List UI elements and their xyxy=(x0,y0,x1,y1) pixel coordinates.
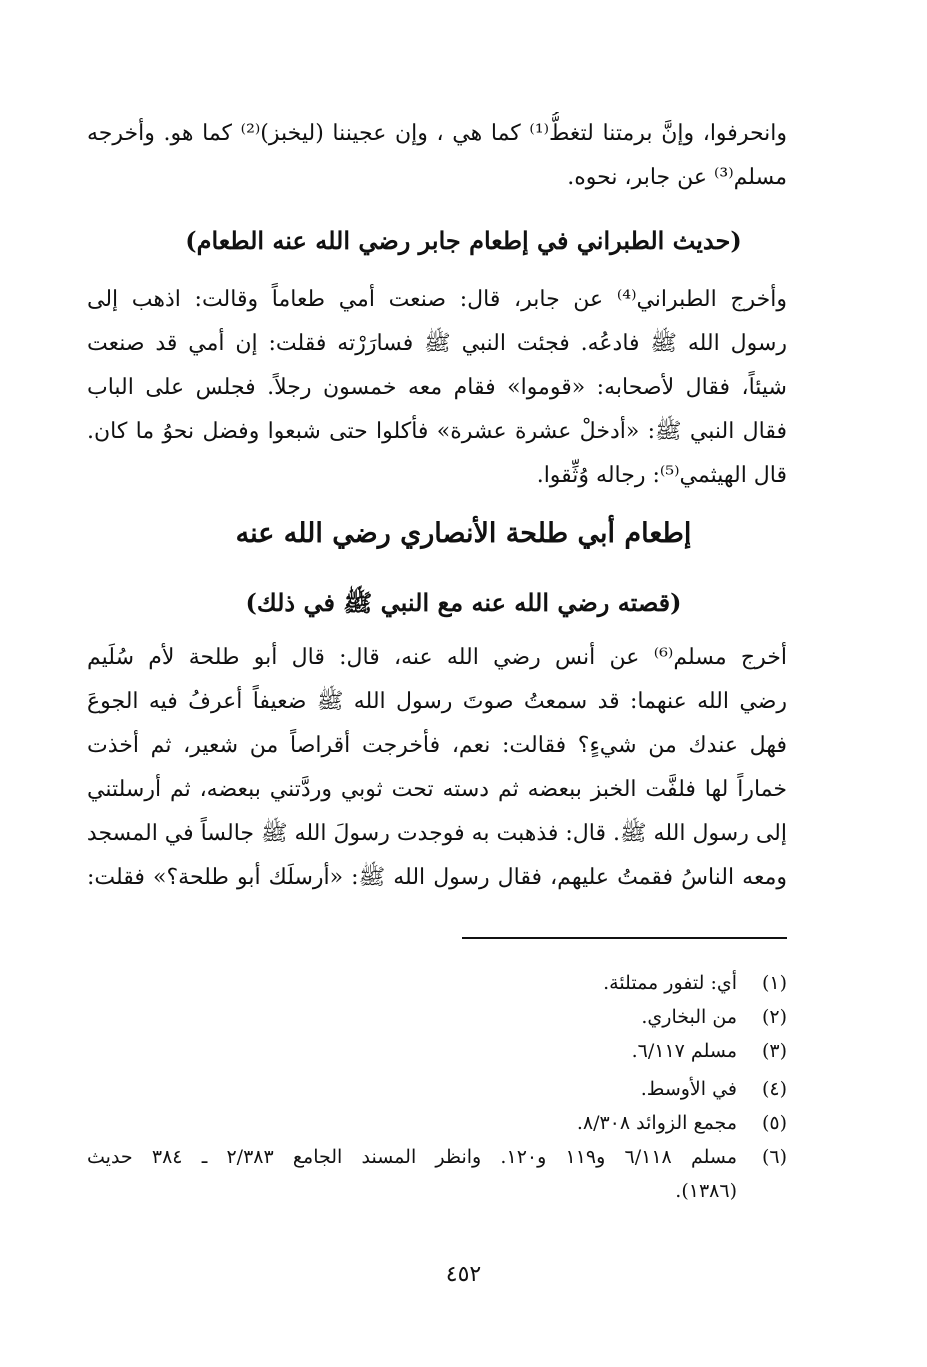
footnote-item xyxy=(87,966,787,1000)
footnote-text: من البخاري. xyxy=(641,1006,737,1028)
text-line: إلى رسول الله ﷺ. قال: فذهبت به فوجدت رسولَ الله ﷺ جالساً في المسجد xyxy=(87,821,787,846)
text-line: قال الهيثمي⁽⁵⁾: رجاله وُثِّقوا. xyxy=(536,463,787,488)
footnote-text: مسلم ٦/١١٧. xyxy=(631,1040,737,1062)
footnote-text: (١٣٨٦). xyxy=(675,1180,737,1202)
text-line: فهل عندك من شيءٍ؟ فقالت: نعم، فأخرجت أقراصاً من شعير، ثم أخذت xyxy=(87,733,787,758)
footnote-text: مجمع الزوائد ٨/٣٠٨. xyxy=(576,1112,737,1134)
text-line: رسول الله ﷺ فادعُه. فجئت النبي ﷺ فسارَرْته فقلت: إن أمي قد صنعت xyxy=(87,331,787,356)
footnote-number: (٢) xyxy=(761,1006,787,1028)
section-subheading: (قصته رضي الله عنه مع النبي ﷺ في ذلك) xyxy=(245,588,682,617)
footnote-item xyxy=(87,1106,787,1140)
page-number: ٤٥٢ xyxy=(445,1262,482,1287)
text-line: وأخرج الطبراني⁽⁴⁾ عن جابر، قال: صنعت أمي طعاماً وقالت: اذهب إلى xyxy=(87,287,787,312)
footnote-divider xyxy=(462,937,787,939)
footnotes xyxy=(87,966,787,1208)
text-line: فقال النبي ﷺ: «أدخلْ عشرة عشرة» فأكلوا حتى شبعوا وفضل نحوُ ما كان. xyxy=(87,419,787,444)
text-line: مسلم⁽³⁾ عن جابر، نحوه. xyxy=(567,165,787,190)
footnote-item xyxy=(87,1072,787,1106)
footnote-number: (٤) xyxy=(761,1078,787,1100)
section-heading: إطعام أبي طلحة الأنصاري رضي الله عنه xyxy=(235,518,692,549)
text-line: شيئاً، فقال لأصحابه: «قوموا» فقام معه خمسون رجلاً. فجلس على الباب xyxy=(87,375,787,400)
text-line: أخرج مسلم⁽⁶⁾ عن أنس رضي الله عنه، قال: قال أبو طلحة لأم سُلَيم xyxy=(87,645,787,670)
text-line: رضي الله عنهما: قد سمعتُ صوتَ رسول الله ﷺ ضعيفاً أعرفُ فيه الجوعَ xyxy=(87,689,787,714)
paragraph-tabarani xyxy=(87,278,787,498)
footnote-number: (٣) xyxy=(761,1040,787,1062)
text-line: ومعه الناسُ فقمتُ عليهم، فقال رسول الله ﷺ: «أرسلَك أبو طلحة؟» فقلت: xyxy=(87,865,787,890)
footnote-text: في الأوسط. xyxy=(640,1078,737,1100)
footnote-number: (٥) xyxy=(761,1112,787,1134)
footnote-text: أي: لتفور ممتلئة. xyxy=(603,972,737,994)
footnote-text: مسلم ٦/١١٨ و١١٩ و١٢٠. وانظر المسند الجامع ٢/٣٨٣ ـ ٣٨٤ حديث xyxy=(87,1146,738,1168)
paragraph-continuation xyxy=(87,112,787,200)
text-line: وانحرفوا، وإنَّ برمتنا لتغطُّ⁽¹⁾ كما هي ، وإن عجيننا (ليخبز)⁽²⁾ كما هو. وأخرجه xyxy=(87,121,787,146)
text-line: خماراً لها فلفَّت الخبز ببعضه ثم دسته تحت ثوبي وردَّتني ببعضه، ثم أرسلتني xyxy=(87,777,787,802)
footnote-number: (١) xyxy=(761,972,787,994)
footnote-number: (٦) xyxy=(761,1146,787,1168)
section-subheading: (حديث الطبراني في إطعام جابر رضي الله عنه الطعام) xyxy=(185,226,742,255)
footnote-continuation xyxy=(87,1174,787,1208)
footnote-item xyxy=(87,1034,787,1068)
footnote-item xyxy=(87,1000,787,1034)
footnote-item xyxy=(87,1140,787,1174)
paragraph-abu-talha xyxy=(87,636,787,900)
